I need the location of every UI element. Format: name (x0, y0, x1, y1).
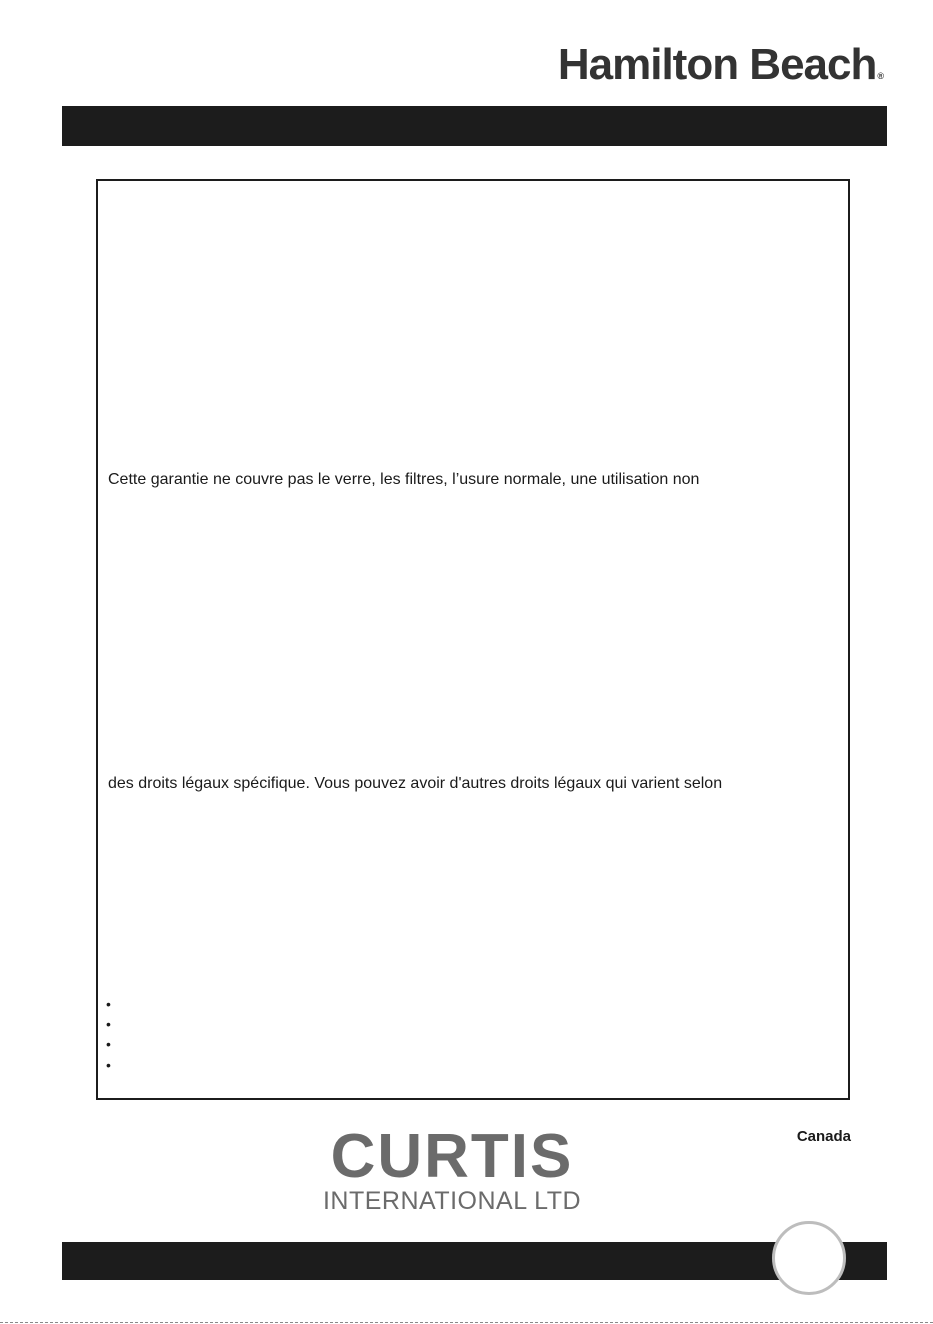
curtis-wordmark: CURTIS (330, 1122, 574, 1191)
warranty-text-line-1: Cette garantie ne couvre pas le verre, les filtres, l’usure normale, une utilisation non (108, 471, 700, 488)
bullet-2: • (106, 1016, 111, 1032)
bullet-4: • (106, 1057, 111, 1073)
page-number-circle (772, 1221, 846, 1295)
warranty-text-line-2: des droits légaux spécifique. Vous pouvez avoir d'autres droits légaux qui varient selon (108, 775, 723, 792)
page-edge-rule (0, 1322, 933, 1323)
country-label: Canada (796, 1128, 851, 1145)
footer-bar (62, 1242, 887, 1280)
registered-mark: ® (877, 71, 883, 81)
warranty-box (96, 179, 850, 1100)
curtis-international-logo (306, 1122, 598, 1215)
bullet-3: • (106, 1036, 111, 1052)
header-bar (62, 106, 887, 146)
curtis-subtitle: INTERNATIONAL LTD (322, 1187, 582, 1215)
hamilton-beach-logo (558, 40, 883, 90)
brand-name: Hamilton Beach (557, 40, 877, 89)
bullet-1: • (106, 996, 111, 1012)
